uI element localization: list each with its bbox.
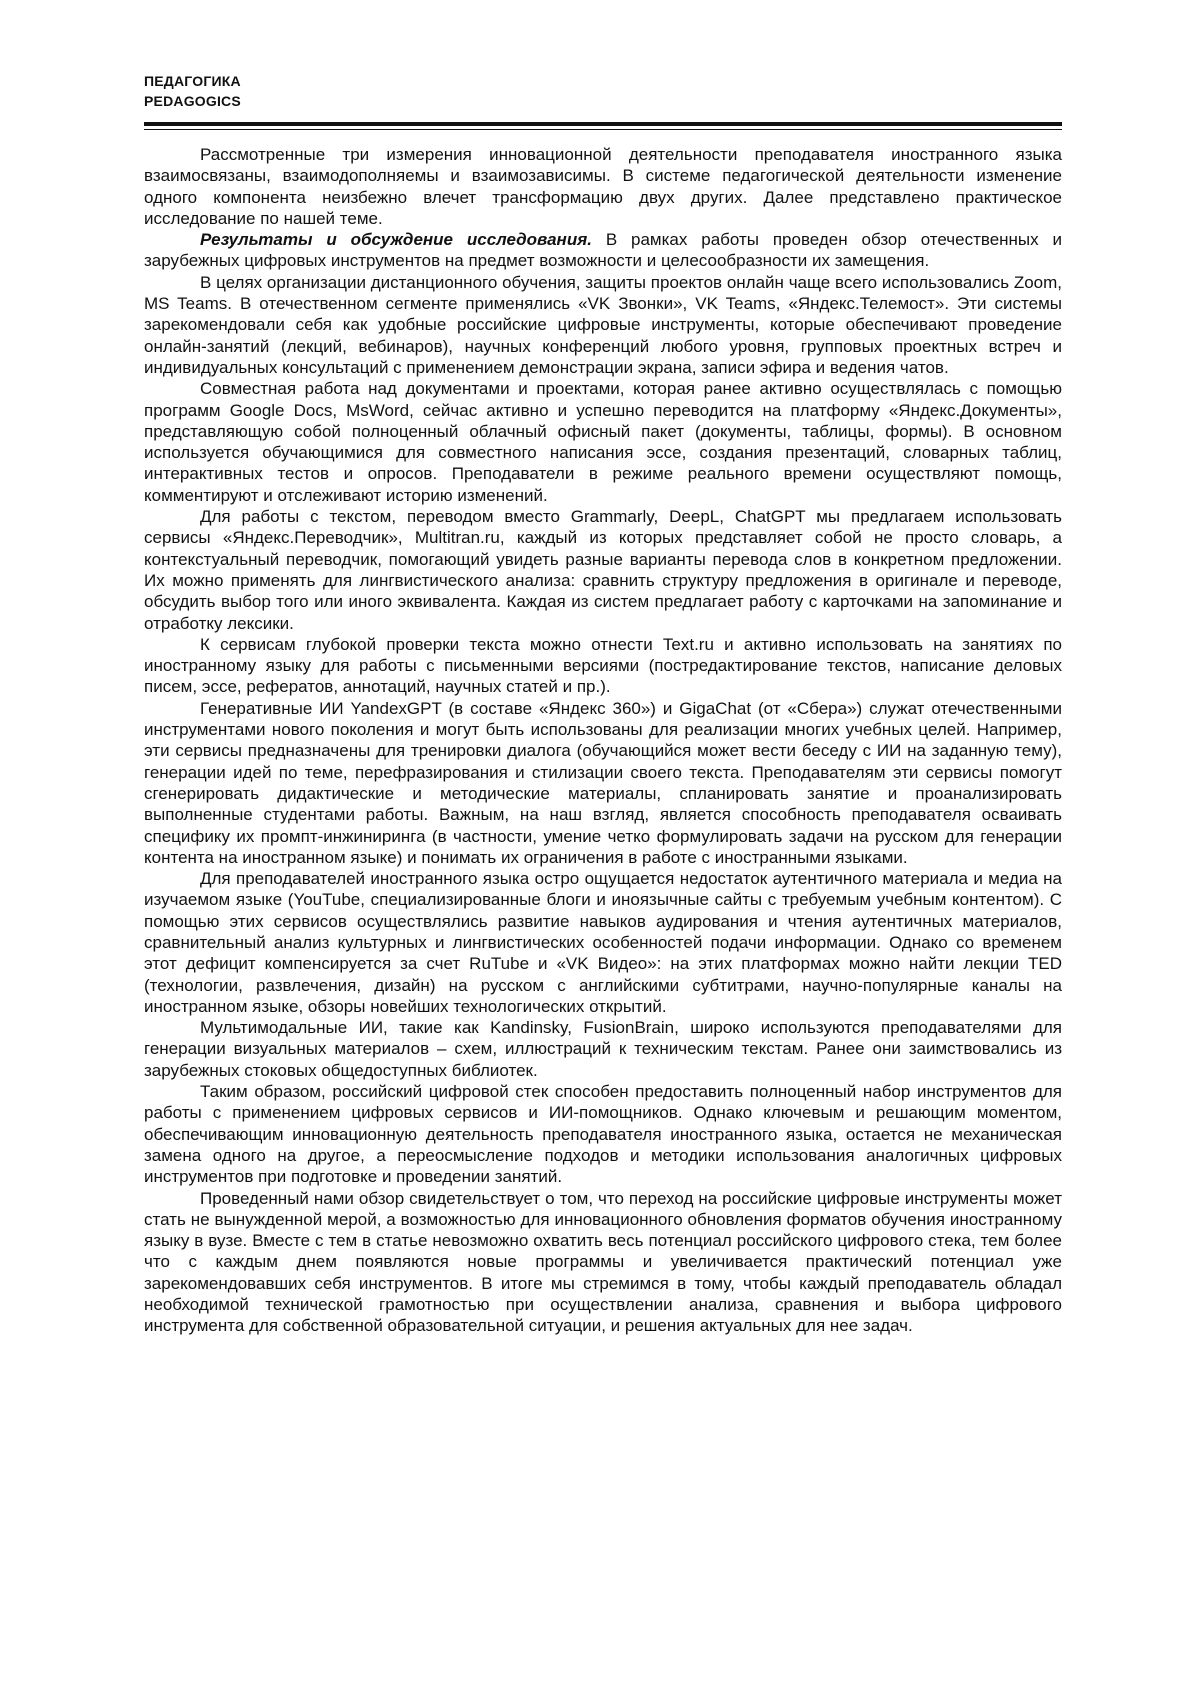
paragraph-1: Рассмотренные три измерения инновационной деятельности преподавателя иностранного языка взаимосвязаны, взаимодополняемы и взаимозависимы. В системе педагогической деятельности изменение одного компонента неизбежно влечет трансформацию двух других. Далее представлено практическое исследование по нашей теме. bbox=[144, 145, 1062, 228]
header-title-ru: ПЕДАГОГИКА bbox=[144, 73, 241, 89]
paragraph-5: Для работы с текстом, переводом вместо Grammarly, DeepL, ChatGPT мы предлагаем использовать сервисы «Яндекс.Переводчик», Multitran.ru, каждый из которых представляет собой не просто словарь, а контекстуальный переводчик, помогающий увидеть разные варианты перевода слов в конкретном предложении. Их можно применять для лингвистического анализа: сравнить структуру предложения в оригинале и переводе, обсудить выбор того или иного эквивалента. Каждая из систем предлагает работу с карточками на запоминание и отработку лексики. bbox=[144, 507, 1062, 633]
paragraph-10: Таким образом, российский цифровой стек способен предоставить полноценный набор инструментов для работы с применением цифровых сервисов и ИИ-помощников. Однако ключевым и решающим моментом, обеспечивающим инновационную деятельность преподавателя иностранного языка, остается не механическая замена одного на другое, а переосмысление подходов и методики использования аналогичных цифровых инструментов при подготовке и проведении занятий. bbox=[144, 1082, 1062, 1187]
paragraph-7: Генеративные ИИ YandexGPT (в составе «Яндекс 360») и GigaChat (от «Сбера») служат отечественными инструментами нового поколения и могут быть использованы для реализации многих учебных целей. Например, эти сервисы предназначены для тренировки диалога (обучающийся может вести беседу с ИИ на заданную тему), генерации идей по теме, перефразирования и стилизации своего текста. Преподавателям эти сервисы помогут сгенерировать дидактические и методические материалы, спланировать занятие и проанализировать выполненные студентами работы. Важным, на наш взгляд, является способность преподавателя осваивать специфику их промпт-инжиниринга (в частности, умение четко формулировать задачи на русском для генерации контента на иностранном языке) и понимать их ограничения в работе с иностранными языками. bbox=[144, 698, 1062, 867]
paragraph-11: Проведенный нами обзор свидетельствует о том, что переход на российские цифровые инструменты может стать не вынужденной мерой, а возможностью для инновационного обновления форматов обучения иностранному языку в вузе. Вместе с тем в статье невозможно охватить весь потенциал российского цифрового стека, тем более что с каждым днем появляются новые программы и увеличивается практический потенциал уже зарекомендовавших себя инструментов. В итоге мы стремимся в тому, чтобы каждый преподаватель обладал необходимой технической грамотностью при осуществлении анализа, сравнения и выбора цифрового инструмента для собственной образовательной ситуации, и решения актуальных для нее задач. bbox=[144, 1188, 1062, 1336]
article-body bbox=[144, 144, 1062, 1337]
header-title-en: PEDAGOGICS bbox=[144, 93, 241, 109]
paragraph-3: В целях организации дистанционного обучения, защиты проектов онлайн чаще всего использовались Zoom, MS Teams. В отечественном сегменте применялись «VK Звонки», VK Teams, «Яндекс.Телемост». Эти системы зарекомендовали себя как удобные российские цифровые инструменты, которые обеспечивают проведение онлайн-занятий (лекций, вебинаров), научных конференций любого уровня, групповых проектных встреч и индивидуальных консультаций с применением демонстрации экрана, записи эфира и ведения чатов. bbox=[144, 272, 1062, 377]
paragraph-4: Совместная работа над документами и проектами, которая ранее активно осуществлялась с помощью программ Google Docs, MsWord, сейчас активно и успешно переводится на платформу «Яндекс.Документы», представляющую собой полноценный облачный офисный пакет (документы, таблицы, формы). В основном используется обучающимися для совместного написания эссе, создания презентаций, словарных таблиц, интерактивных тестов и опросов. Преподаватели в режиме реального времени осуществляют помощь, комментируют и отслеживают историю изменений. bbox=[144, 379, 1062, 505]
paragraph-8: Для преподавателей иностранного языка остро ощущается недостаток аутентичного материала и медиа на изучаемом языке (YouTube, специализированные блоги и иноязычные сайты с требуемым учебным контентом). С помощью этих сервисов осуществлялись развитие навыков аудирования и чтения аутентичных материалов, сравнительный анализ культурных и лингвистических особенностей подачи информации. Однако со временем этот дефицит компенсируется за счет RuTube и «VK Видео»: на этих платформах можно найти лекции TED (технологии, развлечения, дизайн) на русском с английскими субтитрами, научно-популярные каналы на иностранном языке, обзоры новейших технологических открытий. bbox=[144, 869, 1062, 1016]
header-rule-thin bbox=[144, 129, 1062, 130]
paragraph-9: Мультимодальные ИИ, такие как Kandinsky, FusionBrain, широко используются преподавателями для генерации визуальных материалов – схем, иллюстраций к техническим текстам. Ранее они заимствовались из зарубежных стоковых общедоступных библиотек. bbox=[144, 1018, 1062, 1080]
paragraph-6: К сервисам глубокой проверки текста можно отнести Text.ru и активно использовать на занятиях по иностранному языку для работы с письменными версиями (постредактирование текстов, написание деловых писем, эссе, рефератов, аннотаций, научных статей и пр.). bbox=[144, 634, 1062, 697]
header-rule-thick bbox=[144, 122, 1062, 126]
paragraph-2: Результаты и обсуждение исследования. В рамках работы проведен обзор отечественных и зарубежных цифровых инструментов на предмет возможности и целесообразности их замещения. bbox=[144, 230, 1063, 271]
section-lead-heading: Результаты и обсуждение исследования. bbox=[200, 230, 592, 250]
running-header bbox=[144, 71, 241, 111]
